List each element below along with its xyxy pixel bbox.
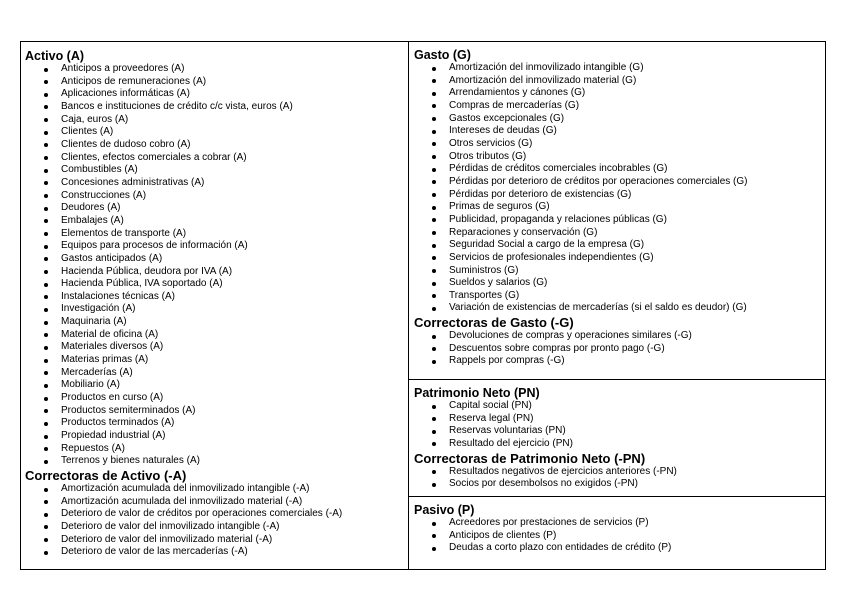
list-item: Elementos de transporte (A) [61,228,408,241]
list-item: Transportes (G) [449,290,825,303]
list-item: Terrenos y bienes naturales (A) [61,455,408,468]
gasto-list [414,62,825,315]
list-item: Pérdidas por deterioro de existencias (G) [449,189,825,202]
list-item: Amortización del inmovilizado intangible (G) [449,62,825,75]
list-item: Instalaciones técnicas (A) [61,291,408,304]
list-item: Concesiones administrativas (A) [61,177,408,190]
activo-heading: Activo (A) [25,49,85,63]
list-item: Deterioro de valor de créditos por operaciones comerciales (-A) [61,508,408,521]
list-item: Servicios de profesionales independientes (G) [449,252,825,265]
pasivo-heading: Pasivo (P) [414,503,475,517]
right-column [409,42,825,569]
list-item: Reservas voluntarias (PN) [449,425,825,438]
list-item: Reserva legal (PN) [449,413,825,426]
accounts-table [20,41,826,570]
list-item: Materias primas (A) [61,354,408,367]
list-item: Deudores (A) [61,202,408,215]
activo-list [25,63,408,468]
list-item: Amortización acumulada del inmovilizado intangible (-A) [61,483,408,496]
list-item: Amortización acumulada del inmovilizado material (-A) [61,496,408,509]
list-item: Productos semiterminados (A) [61,405,408,418]
list-item: Hacienda Pública, IVA soportado (A) [61,278,408,291]
list-item: Acreedores por prestaciones de servicios (P) [449,517,825,530]
list-item: Primas de seguros (G) [449,201,825,214]
list-item: Investigación (A) [61,303,408,316]
correctoras-activo-heading: Correctoras de Activo (-A) [25,468,187,483]
list-item: Productos en curso (A) [61,392,408,405]
correctoras-gasto-heading: Correctoras de Gasto (-G) [414,315,574,331]
patrimonio-neto-list [414,400,825,451]
list-item: Resultado del ejercicio (PN) [449,438,825,451]
list-item: Anticipos a proveedores (A) [61,63,408,76]
list-item: Anticipos de clientes (P) [449,530,825,543]
list-item: Hacienda Pública, deudora por IVA (A) [61,266,408,279]
list-item: Mobiliario (A) [61,379,408,392]
list-item: Construcciones (A) [61,190,408,203]
list-item: Repuestos (A) [61,443,408,456]
list-item: Descuentos sobre compras por pronto pago (-G) [449,343,825,356]
list-item: Clientes de dudoso cobro (A) [61,139,408,152]
list-item: Embalajes (A) [61,215,408,228]
correctoras-pn-list [414,466,825,491]
list-item: Clientes, efectos comerciales a cobrar (A) [61,152,408,165]
list-item: Compras de mercaderías (G) [449,100,825,113]
list-item: Otros servicios (G) [449,138,825,151]
list-item: Gastos anticipados (A) [61,253,408,266]
patrimonio-neto-cell [409,380,825,497]
list-item: Anticipos de remuneraciones (A) [61,76,408,89]
correctoras-pn-heading: Correctoras de Patrimonio Neto (-PN) [414,450,646,466]
list-item: Devoluciones de compras y operaciones similares (-G) [449,330,825,343]
list-item: Equipos para procesos de información (A) [61,240,408,253]
pasivo-cell [409,497,825,569]
list-item: Maquinaria (A) [61,316,408,329]
left-column [21,42,409,569]
list-item: Productos terminados (A) [61,417,408,430]
gasto-cell [409,42,825,380]
correctoras-activo-list [25,483,408,559]
patrimonio-neto-heading: Patrimonio Neto (PN) [414,386,540,400]
list-item: Reparaciones y conservación (G) [449,227,825,240]
list-item: Materiales diversos (A) [61,341,408,354]
pasivo-list [414,517,825,555]
list-item: Pérdidas de créditos comerciales incobrables (G) [449,163,825,176]
list-item: Propiedad industrial (A) [61,430,408,443]
list-item: Deudas a corto plazo con entidades de crédito (P) [449,542,825,555]
list-item: Publicidad, propaganda y relaciones públicas (G) [449,214,825,227]
list-item: Combustibles (A) [61,164,408,177]
list-item: Deterioro de valor del inmovilizado intangible (-A) [61,521,408,534]
list-item: Arrendamientos y cánones (G) [449,87,825,100]
gasto-heading: Gasto (G) [414,48,471,62]
list-item: Sueldos y salarios (G) [449,277,825,290]
list-item: Suministros (G) [449,265,825,278]
list-item: Rappels por compras (-G) [449,355,825,368]
list-item: Pérdidas por deterioro de créditos por operaciones comerciales (G) [449,176,825,189]
list-item: Mercaderías (A) [61,367,408,380]
list-item: Seguridad Social a cargo de la empresa (G) [449,239,825,252]
list-item: Aplicaciones informáticas (A) [61,88,408,101]
list-item: Intereses de deudas (G) [449,125,825,138]
correctoras-gasto-list [414,330,825,368]
list-item: Socios por desembolsos no exigidos (-PN) [449,478,825,491]
list-item: Amortización del inmovilizado material (G) [449,75,825,88]
list-item: Deterioro de valor de las mercaderías (-A) [61,546,408,559]
list-item: Caja, euros (A) [61,114,408,127]
list-item: Deterioro de valor del inmovilizado material (-A) [61,534,408,547]
list-item: Resultados negativos de ejercicios anteriores (-PN) [449,466,825,479]
list-item: Variación de existencias de mercaderías (si el saldo es deudor) (G) [449,302,825,315]
list-item: Bancos e instituciones de crédito c/c vista, euros (A) [61,101,408,114]
list-item: Material de oficina (A) [61,329,408,342]
list-item: Capital social (PN) [449,400,825,413]
list-item: Gastos excepcionales (G) [449,113,825,126]
list-item: Otros tributos (G) [449,151,825,164]
list-item: Clientes (A) [61,126,408,139]
